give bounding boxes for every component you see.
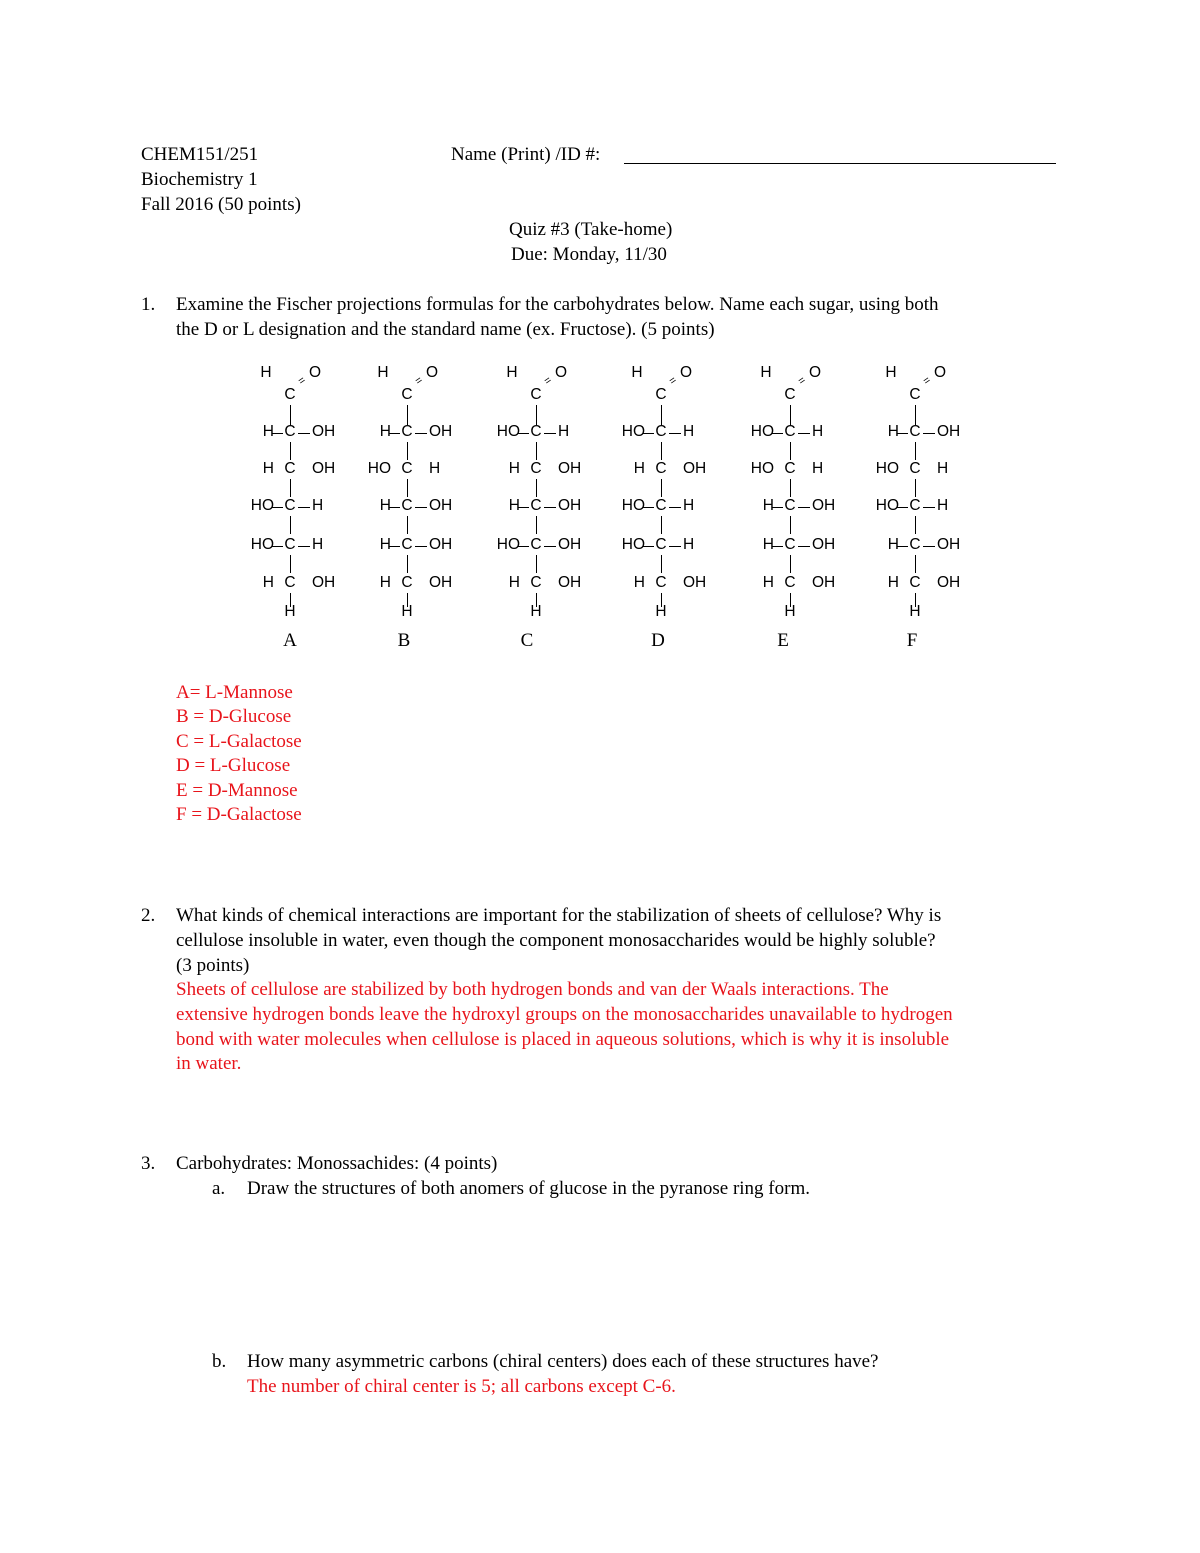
structure-c-hbond — [544, 546, 556, 547]
structure-b-bond — [407, 442, 408, 460]
structure-e-row5-right: OH — [812, 536, 836, 553]
structure-a-aldehyde-o: O — [308, 364, 322, 381]
structure-d-label: D — [651, 630, 665, 651]
structure-f-row3-left: HO — [875, 460, 899, 477]
structure-f-hbond — [923, 546, 935, 547]
q1-answer-f: F = D-Galactose — [176, 804, 302, 825]
structure-e-row5-carbon: C — [784, 536, 796, 553]
structure-c-aldehyde-h: H — [506, 364, 518, 381]
structure-a-row4-left: HO — [250, 497, 274, 514]
structure-e-row4-right: OH — [812, 497, 836, 514]
structure-b-row4-left: H — [379, 497, 391, 514]
structure-c-row3-left: H — [508, 460, 520, 477]
structure-b-row5-left: H — [379, 536, 391, 553]
structure-c-bond — [536, 479, 537, 497]
structure-d-double-bond: = — [666, 374, 680, 388]
structure-d-bond — [661, 479, 662, 497]
structure-b-bond — [407, 555, 408, 573]
structure-c-bottom-h: H — [530, 603, 542, 620]
structure-f-hbond — [923, 433, 935, 434]
structure-e-double-bond: = — [795, 374, 809, 388]
structure-a-row3-left: H — [262, 460, 274, 477]
structure-d-bond — [661, 516, 662, 534]
structure-d-aldehyde-c: C — [655, 386, 667, 403]
structure-a-row5-left: HO — [250, 536, 274, 553]
structure-d-bottom-h: H — [655, 603, 667, 620]
structure-e-aldehyde-c: C — [784, 386, 796, 403]
structure-f-row6-left: H — [887, 574, 899, 591]
q1-answer-d: D = L-Glucose — [176, 755, 291, 776]
structure-e-row3-carbon: C — [784, 460, 796, 477]
structure-b-row6-carbon: C — [401, 574, 413, 591]
structure-f-row6-right: OH — [937, 574, 961, 591]
structure-d-row6-right: OH — [683, 574, 707, 591]
fischer-projections — [0, 0, 1200, 660]
structure-c-bond — [536, 405, 537, 425]
name-id-label: Name (Print) /ID #: — [451, 144, 601, 165]
structure-d-row2-left: HO — [621, 423, 645, 440]
q3-title: Carbohydrates: Monossachides: (4 points) — [176, 1153, 498, 1174]
structure-d-row2-carbon: C — [655, 423, 667, 440]
structure-e-row3-left: HO — [750, 460, 774, 477]
structure-b-row3-carbon: C — [401, 460, 413, 477]
structure-c-row2-right: H — [558, 423, 570, 440]
structure-a-row4-right: H — [312, 497, 324, 514]
structure-a-row5-carbon: C — [284, 536, 296, 553]
q3a-text: Draw the structures of both anomers of glucose in the pyranose ring form. — [247, 1178, 810, 1199]
structure-d-hbond — [643, 433, 654, 434]
q1-answer-a: A= L-Mannose — [176, 682, 293, 703]
structure-e-hbond — [798, 433, 810, 434]
structure-f-bond — [915, 555, 916, 573]
q1-answer-e: E = D-Mannose — [176, 780, 298, 801]
structure-a-bond — [290, 405, 291, 425]
structure-b-row6-left: H — [379, 574, 391, 591]
structure-e-label: E — [777, 630, 789, 651]
structure-e-row6-carbon: C — [784, 574, 796, 591]
structure-f-row4-left: HO — [875, 497, 899, 514]
q2-number: 2. — [141, 905, 156, 926]
structure-a-aldehyde-c: C — [284, 386, 296, 403]
structure-a-row6-right: OH — [312, 574, 336, 591]
structure-e-bond — [790, 555, 791, 573]
structure-f-hbond — [897, 433, 908, 434]
structure-b-hbond — [415, 433, 427, 434]
structure-a-label: A — [283, 630, 297, 651]
structure-d-row4-left: HO — [621, 497, 645, 514]
structure-d-row3-right: OH — [683, 460, 707, 477]
course-term: Fall 2016 (50 points) — [141, 194, 301, 215]
structure-d-row3-carbon: C — [655, 460, 667, 477]
structure-f-row2-carbon: C — [909, 423, 921, 440]
structure-d-aldehyde-h: H — [631, 364, 643, 381]
structure-f-bond — [915, 442, 916, 460]
structure-d-row6-left: H — [633, 574, 645, 591]
structure-f-row6-carbon: C — [909, 574, 921, 591]
q3a-letter: a. — [212, 1178, 226, 1199]
structure-a-hbond — [298, 433, 310, 434]
structure-d-hbond — [669, 546, 681, 547]
structure-e-hbond — [772, 507, 783, 508]
structure-e-hbond — [772, 433, 783, 434]
structure-d-bond — [661, 442, 662, 460]
structure-a-bottom-h: H — [284, 603, 296, 620]
structure-e-bond — [790, 516, 791, 534]
structure-a-row4-carbon: C — [284, 497, 296, 514]
q3b-answer: The number of chiral center is 5; all carbons except C-6. — [247, 1376, 676, 1397]
structure-e-hbond — [798, 546, 810, 547]
structure-f-hbond — [897, 507, 908, 508]
structure-d-row6-carbon: C — [655, 574, 667, 591]
structure-c-row5-carbon: C — [530, 536, 542, 553]
structure-b-row2-carbon: C — [401, 423, 413, 440]
structure-a-bond — [290, 479, 291, 497]
q2-text-line3: (3 points) — [176, 955, 250, 976]
structure-e-row3-right: H — [812, 460, 824, 477]
structure-f-row3-carbon: C — [909, 460, 921, 477]
structure-d-row4-carbon: C — [655, 497, 667, 514]
q1-answer-c: C = L-Galactose — [176, 731, 302, 752]
structure-c-row2-left: HO — [496, 423, 520, 440]
structure-c-bond — [536, 555, 537, 573]
structure-c-row4-carbon: C — [530, 497, 542, 514]
structure-b-aldehyde-o: O — [425, 364, 439, 381]
structure-a-bond — [290, 516, 291, 534]
structure-a-row2-left: H — [262, 423, 274, 440]
structure-e-hbond — [798, 507, 810, 508]
structure-e-row6-right: OH — [812, 574, 836, 591]
structure-c-aldehyde-c: C — [530, 386, 542, 403]
q3b-text: How many asymmetric carbons (chiral centers) does each of these structures have? — [247, 1351, 879, 1372]
structure-b-row3-left: HO — [367, 460, 391, 477]
structure-b-row3-right: H — [429, 460, 441, 477]
structure-b-hbond — [415, 507, 427, 508]
q2-answer-line1: Sheets of cellulose are stabilized by both hydrogen bonds and van der Waals interactions. The — [176, 979, 889, 1000]
structure-e-row2-right: H — [812, 423, 824, 440]
structure-c-row6-right: OH — [558, 574, 582, 591]
structure-b-row4-carbon: C — [401, 497, 413, 514]
structure-a-hbond — [272, 433, 283, 434]
structure-d-bond — [661, 405, 662, 425]
structure-a-bond — [290, 555, 291, 573]
structure-c-row3-right: OH — [558, 460, 582, 477]
structure-a-row2-right: OH — [312, 423, 336, 440]
structure-a-row6-left: H — [262, 574, 274, 591]
structure-f-row5-carbon: C — [909, 536, 921, 553]
structure-d-row5-right: H — [683, 536, 695, 553]
structure-b-aldehyde-c: C — [401, 386, 413, 403]
structure-a-row3-right: OH — [312, 460, 336, 477]
structure-f-hbond — [923, 507, 935, 508]
structure-c-row2-carbon: C — [530, 423, 542, 440]
structure-c-bond — [536, 442, 537, 460]
structure-b-hbond — [389, 433, 400, 434]
structure-a-row6-carbon: C — [284, 574, 296, 591]
structure-f-aldehyde-o: O — [933, 364, 947, 381]
structure-b-row6-right: OH — [429, 574, 453, 591]
structure-f-row2-right: OH — [937, 423, 961, 440]
structure-e-aldehyde-h: H — [760, 364, 772, 381]
structure-b-bottom-h: H — [401, 603, 413, 620]
structure-f-row4-carbon: C — [909, 497, 921, 514]
structure-c-row5-left: HO — [496, 536, 520, 553]
structure-f-bond — [915, 479, 916, 497]
structure-c-aldehyde-o: O — [554, 364, 568, 381]
structure-b-bond — [407, 405, 408, 425]
q2-answer-line3: bond with water molecules when cellulose is placed in aqueous solutions, which is why it is insoluble — [176, 1029, 950, 1050]
structure-d-row2-right: H — [683, 423, 695, 440]
structure-f-label: F — [906, 630, 918, 651]
course-subject: Biochemistry 1 — [141, 169, 258, 190]
structure-d-row5-carbon: C — [655, 536, 667, 553]
structure-b-bond — [407, 516, 408, 534]
structure-e-row5-left: H — [762, 536, 774, 553]
q1-answer-b: B = D-Glucose — [176, 706, 292, 727]
structure-e-bond — [790, 442, 791, 460]
structure-c-hbond — [518, 507, 529, 508]
structure-a-row3-carbon: C — [284, 460, 296, 477]
structure-e-bond — [790, 479, 791, 497]
structure-e-row6-left: H — [762, 574, 774, 591]
q2-text-line2: cellulose insoluble in water, even though the component monosaccharides would be highly soluble? — [176, 930, 936, 951]
structure-b-hbond — [389, 507, 400, 508]
structure-f-row4-right: H — [937, 497, 949, 514]
due-date: Due: Monday, 11/30 — [511, 244, 667, 265]
structure-c-label: C — [520, 630, 534, 651]
structure-d-row4-right: H — [683, 497, 695, 514]
structure-b-aldehyde-h: H — [377, 364, 389, 381]
structure-a-double-bond: = — [295, 374, 309, 388]
structure-b-row5-carbon: C — [401, 536, 413, 553]
structure-c-row6-left: H — [508, 574, 520, 591]
structure-f-row5-right: OH — [937, 536, 961, 553]
structure-c-double-bond: = — [541, 374, 555, 388]
structure-f-row5-left: H — [887, 536, 899, 553]
structure-b-label: B — [397, 630, 411, 651]
structure-e-hbond — [772, 546, 783, 547]
structure-c-hbond — [518, 546, 529, 547]
structure-c-hbond — [518, 433, 529, 434]
q2-text-line1: What kinds of chemical interactions are important for the stabilization of sheets of cellulose? Why is — [176, 905, 942, 926]
q3-number: 3. — [141, 1153, 156, 1174]
structure-e-row4-carbon: C — [784, 497, 796, 514]
structure-c-bond — [536, 516, 537, 534]
structure-d-hbond — [669, 507, 681, 508]
structure-b-bond — [407, 479, 408, 497]
structure-f-row3-right: H — [937, 460, 949, 477]
structure-d-hbond — [643, 546, 654, 547]
q2-answer-line2: extensive hydrogen bonds leave the hydroxyl groups on the monosaccharides unavailable to hydrogen — [176, 1004, 953, 1025]
structure-b-hbond — [389, 546, 400, 547]
structure-a-aldehyde-h: H — [260, 364, 272, 381]
structure-c-row4-right: OH — [558, 497, 582, 514]
structure-d-hbond — [643, 507, 654, 508]
structure-d-row5-left: HO — [621, 536, 645, 553]
structure-c-row5-right: OH — [558, 536, 582, 553]
structure-f-bottom-h: H — [909, 603, 921, 620]
structure-d-aldehyde-o: O — [679, 364, 693, 381]
structure-e-row2-left: HO — [750, 423, 774, 440]
structure-d-bond — [661, 555, 662, 573]
structure-e-row4-left: H — [762, 497, 774, 514]
structure-a-hbond — [298, 507, 310, 508]
structure-f-aldehyde-c: C — [909, 386, 921, 403]
structure-a-bond — [290, 442, 291, 460]
structure-f-row2-left: H — [887, 423, 899, 440]
structure-f-aldehyde-h: H — [885, 364, 897, 381]
structure-e-aldehyde-o: O — [808, 364, 822, 381]
structure-f-bond — [915, 405, 916, 425]
structure-f-bond — [915, 516, 916, 534]
structure-c-row4-left: H — [508, 497, 520, 514]
structure-e-bottom-h: H — [784, 603, 796, 620]
structure-f-hbond — [897, 546, 908, 547]
structure-b-row2-left: H — [379, 423, 391, 440]
structure-c-row6-carbon: C — [530, 574, 542, 591]
structure-d-hbond — [669, 433, 681, 434]
q2-answer-line4: in water. — [176, 1053, 242, 1074]
q1-number: 1. — [141, 294, 156, 315]
q1-text-line2: the D or L designation and the standard name (ex. Fructose). (5 points) — [176, 319, 715, 340]
q3b-letter: b. — [212, 1351, 227, 1372]
structure-d-row3-left: H — [633, 460, 645, 477]
structure-a-hbond — [272, 507, 283, 508]
structure-e-bond — [790, 405, 791, 425]
quiz-title: Quiz #3 (Take-home) — [509, 219, 673, 240]
structure-b-row4-right: OH — [429, 497, 453, 514]
structure-b-double-bond: = — [412, 374, 426, 388]
structure-a-row2-carbon: C — [284, 423, 296, 440]
course-code: CHEM151/251 — [141, 144, 259, 165]
structure-b-hbond — [415, 546, 427, 547]
q1-text-line1: Examine the Fischer projections formulas for the carbohydrates below. Name each sugar, using both — [176, 294, 939, 315]
structure-a-row5-right: H — [312, 536, 324, 553]
structure-b-row2-right: OH — [429, 423, 453, 440]
structure-a-hbond — [298, 546, 310, 547]
structure-e-row2-carbon: C — [784, 423, 796, 440]
structure-c-hbond — [544, 433, 556, 434]
structure-c-row3-carbon: C — [530, 460, 542, 477]
structure-f-double-bond: = — [920, 374, 934, 388]
structure-c-hbond — [544, 507, 556, 508]
structure-b-row5-right: OH — [429, 536, 453, 553]
structure-a-hbond — [272, 546, 283, 547]
